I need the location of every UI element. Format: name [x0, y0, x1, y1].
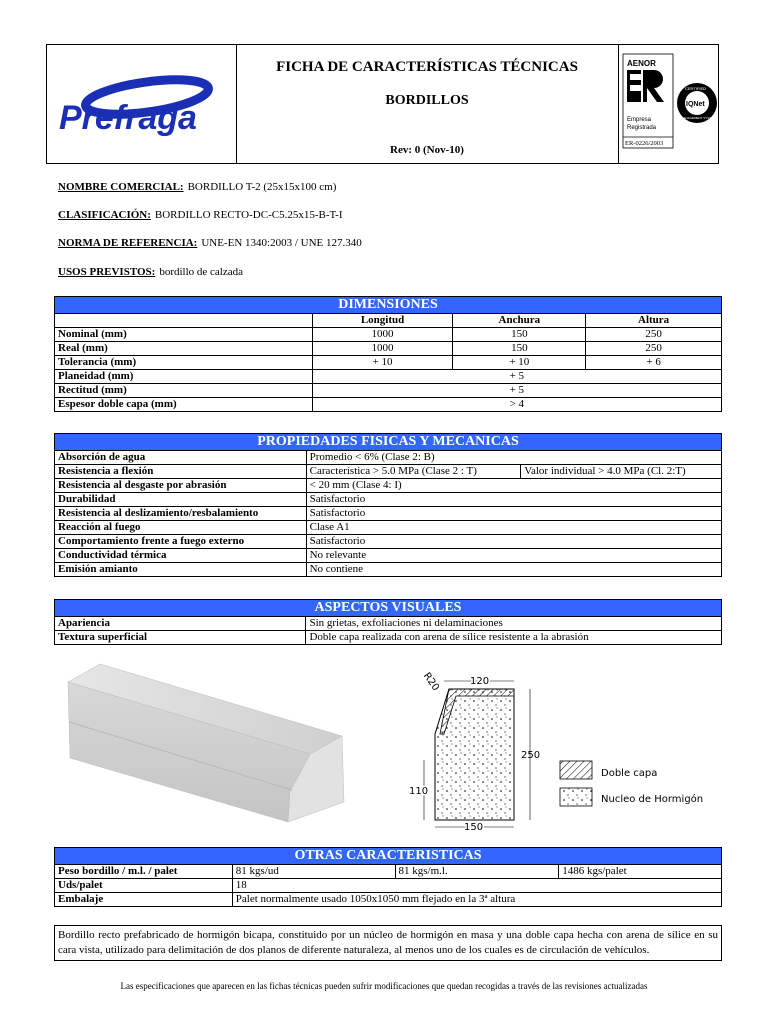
table-row: Embalaje Palet normalmente usado 1050x1050 mm flejado en la 3ª altura: [55, 893, 722, 907]
svg-text:Registrada: Registrada: [627, 125, 657, 131]
svg-text:ER-0226/2003: ER-0226/2003: [625, 140, 664, 147]
product-description: Bordillo recto prefabricado de hormigón bicapa, constituido por un núcleo de hormigón en masa y una doble capa hecha con arena de sílice en su cara vista, utilizado para delimitación de dos planos de diferente naturaleza, al menos uno de los cuales es de circulación de vehículos.: [54, 925, 722, 961]
legend-doble-swatch: [560, 761, 592, 779]
otras-title: OTRAS CARACTERISTICAS: [55, 848, 722, 865]
svg-text:CERTIFIED: CERTIFIED: [685, 86, 707, 91]
table-row: Comportamiento frente a fuego externo Satisfactorio: [55, 535, 722, 549]
table-row: Emisión amianto No contiene: [55, 563, 722, 577]
table-row: Resistencia al deslizamiento/resbalamiento Satisfactorio: [55, 507, 722, 521]
dim-bottom: 150: [464, 822, 484, 833]
otras-table: [54, 847, 722, 907]
table-row: Conductividad térmica No relevante: [55, 549, 722, 563]
legend-doble-capa: Doble capa: [601, 768, 658, 779]
aspectos-title: ASPECTOS VISUALES: [55, 600, 722, 617]
revision-label: Rev: 0 (Nov-10): [390, 144, 464, 156]
header-box: [46, 44, 719, 164]
table-row: Planeidad (mm) + 5: [55, 370, 722, 384]
prefraga-logo: [47, 45, 236, 164]
dimensiones-title: DIMENSIONES: [55, 297, 722, 314]
dim-side: 110: [409, 786, 429, 797]
aenor-text: AENOR: [627, 59, 656, 68]
table-row: Tolerancia (mm) + 10 + 10 + 6: [55, 356, 722, 370]
doc-title: FICHA DE CARACTERÍSTICAS TÉCNICAS: [276, 59, 578, 75]
legend-nucleo-swatch: [560, 788, 592, 806]
table-row: Durabilidad Satisfactorio: [55, 493, 722, 507]
table-row: Resistencia a flexión Característica > 5.0 MPa (Clase 2 : T) Valor individual > 4.0 MPa (Cl. 2:T): [55, 465, 722, 479]
svg-text:MANAGEMENT SYSTEM: MANAGEMENT SYSTEM: [681, 116, 716, 120]
aspectos-table: [54, 599, 722, 645]
dim-top: 120: [470, 676, 490, 687]
info-nombre: NOMBRE COMERCIAL: BORDILLO T-2 (25x15x100 cm): [58, 181, 337, 193]
info-clasificacion: CLASIFICACIÓN: BORDILLO RECTO-DC-C5.25x15-B-T-I: [58, 209, 343, 221]
table-row: Nominal (mm) 1000 150 250: [55, 328, 722, 342]
table-row: Real (mm) 1000 150 250: [55, 342, 722, 356]
aenor-r-icon: [643, 70, 664, 102]
table-row: Apariencia Sin grietas, exfoliaciones ni delaminaciones: [55, 617, 722, 631]
curb-section-drawing: [400, 662, 720, 836]
info-usos: USOS PREVISTOS: bordillo de calzada: [58, 266, 243, 278]
certifications: [619, 45, 719, 164]
dimensiones-table: DIMENSIONES Longitud Anchura Altura Nominal (mm) 1000 150 250 Real (mm) 1000 150 250 Tolerancia (mm) + 10 + 10 + 6 Planeidad (mm) + 5 Rectitud (mm) + 5 Espesor doble capa (mm) > 4: [54, 296, 722, 412]
footer-note: Las especificaciones que aparecen en las fichas técnicas pueden sufrir modificaciones que quedan recogidas a través de las revisiones actualizadas: [120, 981, 648, 991]
legend-nucleo: Nucleo de Hormigón: [601, 794, 704, 805]
header-title-cell: [236, 45, 619, 164]
propiedades-title: PROPIEDADES FISICAS Y MECANICAS: [55, 434, 722, 451]
table-row: Textura superficial Doble capa realizada con arena de sílice resistente a la abrasión: [55, 631, 722, 645]
propiedades-table: [54, 433, 722, 577]
info-norma: NORMA DE REFERENCIA: UNE-EN 1340:2003 / UNE 127.340: [58, 237, 362, 249]
curb-3d-illustration: [60, 662, 350, 824]
iqnet-text: IQNet: [686, 101, 705, 108]
table-row: Resistencia al desgaste por abrasión < 20 mm (Clase 4: I): [55, 479, 722, 493]
doc-subtitle: BORDILLOS: [385, 93, 469, 108]
cert-logos: [619, 45, 719, 164]
table-row: Reacción al fuego Clase A1: [55, 521, 722, 535]
table-row: Espesor doble capa (mm) > 4: [55, 398, 722, 412]
dim-height: 250: [521, 750, 541, 761]
logo-text: Prefraga: [59, 99, 197, 137]
svg-text:Empresa: Empresa: [627, 117, 652, 123]
table-row: Absorción de agua Promedio < 6% (Clase 2: B): [55, 451, 722, 465]
table-row: Uds/palet 18: [55, 879, 722, 893]
dim-r20: R20: [420, 670, 442, 694]
table-row: Rectitud (mm) + 5: [55, 384, 722, 398]
logo-cell: [47, 45, 237, 164]
table-row: Peso bordillo / m.l. / palet 81 kgs/ud 81 kgs/m.l. 1486 kgs/palet: [55, 865, 722, 879]
